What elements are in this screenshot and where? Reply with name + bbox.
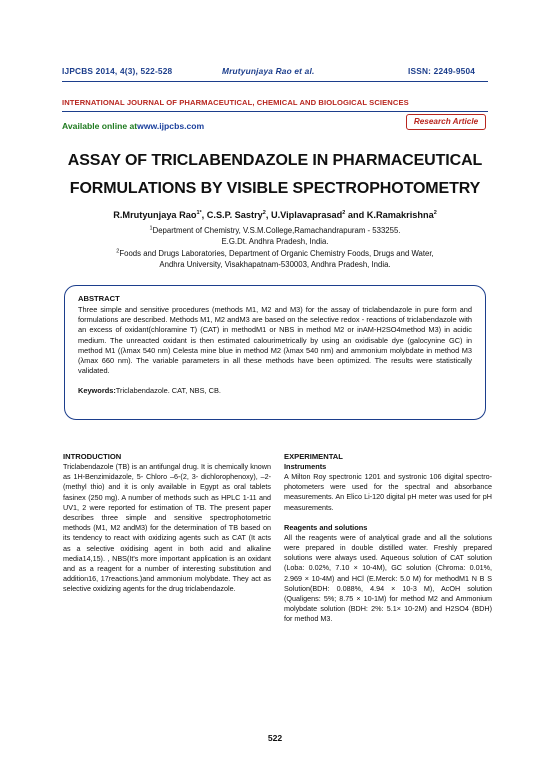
introduction-text: Triclabendazole (TB) is an antifungal drug. It is chemically known as 1H-Benzimidazole, 5- Chloro –6-(2, 3- dichlorophenoxy), –2-(methyl thio) and it is only available in Egypt as oral tablets fasinex (250 mg). A number of methods such as HPLC 1-11 and UV1, 2 were reported for estimation of TB. The present paper describes three simple and sensitive spectrophotometric methods (M1, M2 andM3) for the determination of TB based on its tendency to react with oxidizing agents such as CAT (It acts as a selective oxidising agent in both acid and alkaline media14,15). , NBS(It's more important application is an oxidant and as a reagent for a number of interesting substitution and addition16, 17reactions.)and ammonium molybdate. They act as selective oxidizing agents for the drug triclabendazole. — [63, 462, 271, 594]
introduction-column — [63, 452, 271, 595]
author-affil-mark: 2 — [262, 209, 266, 216]
author-separator: , — [201, 210, 207, 220]
journal-rule — [62, 111, 488, 112]
keywords — [78, 386, 472, 396]
author-separator: and — [345, 210, 367, 220]
reagents-text: All the reagents were of analytical grade and all the solutions were prepared in double distilled water. Freshly prepared solutions were always used. Aqueous solution of CAT solution (Loba: 0.02%, 7.10 × 10-4M), GC solution (Chroma: 0.01%, 2.969 × 10-4M) and HCl (E.Merck: 5.0 M) for methodM1 N B S Solution(BDH: 0.088%, 4.94 × 10-3 M), AcOH solution (Qualigens: 5%; 8.75 × 10-1M) for method M2 and Ammonium molybdate solution (BDH: 2%: 5.1× 10-2M) and H2SO4 (BDH) for method M3. — [284, 532, 492, 624]
author-name: R.Mrutyunjaya Rao — [113, 210, 197, 220]
author-name: K.Ramakrishna — [366, 210, 434, 220]
experimental-heading: EXPERIMENTAL — [284, 452, 343, 461]
abstract-heading: ABSTRACT — [78, 294, 120, 303]
introduction-heading: INTRODUCTION — [63, 452, 122, 461]
journal-url-link[interactable]: www.ijpcbs.com — [137, 121, 205, 131]
instruments-heading: Instruments — [284, 462, 327, 471]
keywords-text: Triclabendazole. CAT, NBS, CB. — [115, 386, 221, 396]
article-title-line1: ASSAY OF TRICLABENDAZOLE IN PHARMACEUTICAL — [67, 152, 483, 169]
page-number: 522 — [267, 733, 283, 743]
article-title-line2: FORMULATIONS BY VISIBLE SPECTROPHOTOMETRY — [69, 180, 481, 197]
author-name: U.Viplavaprasad — [270, 210, 343, 220]
affiliation-text: Foods and Drugs Laboratories, Department of Organic Chemistry Foods, Drugs and Water, — [119, 249, 434, 258]
author-affil-mark: 1* — [196, 209, 202, 216]
section-gap — [284, 513, 492, 523]
author-affil-mark: 2 — [342, 209, 346, 216]
author-affil-mark: 2 — [433, 209, 437, 216]
affiliation-mark: 1 — [149, 225, 153, 232]
affiliation-text: Andhra University, Visakhapatnam-530003, Andhra Pradesh, India. — [159, 259, 391, 269]
header-rule — [62, 81, 488, 82]
available-label: Available online at — [62, 121, 138, 131]
available-online — [62, 121, 204, 131]
article-type-badge: Research Article — [406, 114, 486, 130]
experimental-column — [284, 452, 492, 625]
affiliation-text: E.G.Dt. Andhra Pradesh, India. — [221, 236, 329, 246]
affiliation-2 — [60, 249, 490, 270]
affiliation-1 — [60, 226, 490, 247]
keywords-label: Keywords: — [78, 386, 116, 396]
abstract-text: Three simple and sensitive procedures (methods M1, M2 and M3) for the assay of triclabendazole in pure form and formulations are described. Methods M1, M2 andM3 are based on the selective redox - reactions of triclabendazole with an excess of oxidant(chloramine T) (CAT) in methodM1 or NBS in method M2 or inAM-H2SO4method M3) in acidic medium. The unreacted oxidant is then estimated calourimetrically by using an oxidisable dye (galocynine GC) in method M1 ((λmax 540 nm) Celesta mine blue in method M2 (λmax 540 nm) and ammonium molybdate in method M3 (λmax 660 nm). The variable parameters in all these methods have been optimized. The results were statistically validated. — [78, 305, 472, 376]
affiliation-mark: 2 — [116, 248, 120, 255]
header-authors: Mrutyunjaya Rao et al. — [222, 66, 315, 76]
author-list — [40, 210, 510, 220]
author-separator: , — [265, 210, 271, 220]
header-citation: IJPCBS 2014, 4(3), 522-528 — [62, 66, 173, 76]
reagents-heading: Reagents and solutions — [284, 522, 368, 532]
author-name: C.S.P. Sastry — [206, 210, 263, 220]
instruments-text: A Milton Roy spectronic 1201 and systronic 106 digital spectro- photometers were used for the spectral and absorbance measurements. An Elico Li-120 digital pH meter was used for pH measurements. — [284, 472, 492, 512]
header-issn: ISSN: 2249-9504 — [408, 66, 476, 76]
abstract-box — [64, 285, 486, 420]
affiliation-text: Department of Chemistry, V.S.M.College,Ramachandrapuram - 533255. — [152, 226, 401, 235]
journal-name: INTERNATIONAL JOURNAL OF PHARMACEUTICAL, CHEMICAL AND BIOLOGICAL SCIENCES — [62, 98, 409, 107]
